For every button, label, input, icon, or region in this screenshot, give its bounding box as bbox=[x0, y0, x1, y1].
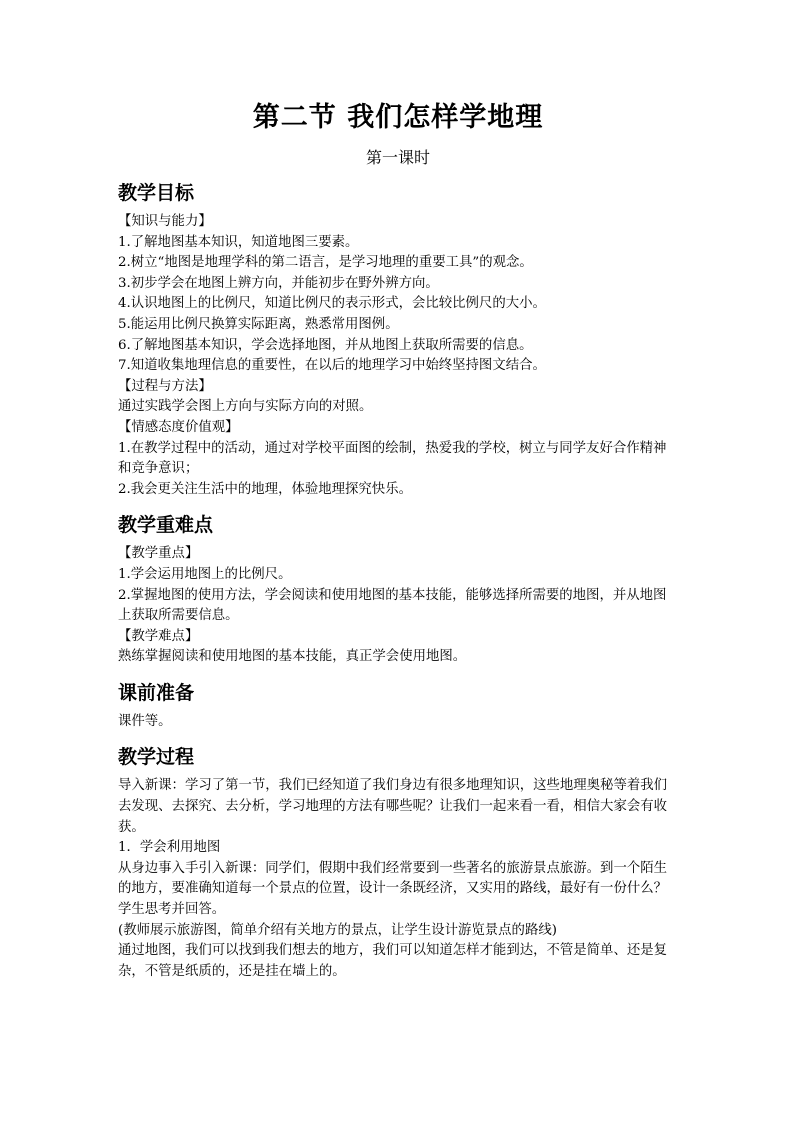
knowledge-item: 6.了解地图基本知识，学会选择地图，并从地图上获取所需要的信息。 bbox=[118, 337, 533, 353]
knowledge-item: 4.认识地图上的比例尺，知道比例尺的表示形式，会比较比例尺的大小。 bbox=[118, 296, 546, 312]
step1-answer: 学生思考并回答。 bbox=[118, 902, 226, 918]
knowledge-item: 7.知道收集地理信息的重要性，在以后的地理学习中始终坚持图文结合。 bbox=[118, 358, 546, 374]
process-label: 【过程与方法】 bbox=[118, 378, 212, 394]
preparation-heading: 课前准备 bbox=[118, 681, 195, 704]
document-page bbox=[118, 100, 678, 982]
knowledge-label: 【知识与能力】 bbox=[118, 214, 212, 229]
process-text: 通过实践学会图上方向与实际方向的对照。 bbox=[118, 399, 373, 415]
knowledge-item: 2.树立“地图是地理学科的第二语言，是学习地理的重要工具”的观念。 bbox=[118, 255, 533, 271]
emotion-item: 1.在教学过程中的活动，通过对学校平面图的绘制，热爱我的学校，树立与同学友好合作精神和竞争意识； bbox=[118, 440, 667, 477]
objectives-heading: 教学目标 bbox=[118, 182, 195, 204]
focus-item: 2.掌握地图的使用方法，学会阅读和使用地图的基本技能，能够选择所需要的地图，并从地图上获取所需要信息。 bbox=[118, 587, 667, 624]
emotion-item: 2.我会更关注生活中的地理，体验地理探究快乐。 bbox=[118, 481, 412, 497]
key-points-heading: 教学重难点 bbox=[118, 514, 214, 537]
emotion-label: 【情感态度价值观】 bbox=[118, 419, 239, 435]
process-heading: 教学过程 bbox=[118, 746, 195, 769]
step1-conclusion: 通过地图，我们可以找到我们想去的地方，我们可以知道怎样才能到达，不管是简单、还是复杂，不管是纸质的，还是挂在墙上的。 bbox=[118, 943, 668, 979]
knowledge-item: 3.初步学会在地图上辨方向，并能初步在野外辨方向。 bbox=[118, 275, 439, 291]
difficulty-text: 熟练掌握阅读和使用地图的基本技能，真正学会使用地图。 bbox=[118, 649, 467, 665]
focus-label: 【教学重点】 bbox=[118, 546, 199, 562]
document-title: 第二节 我们怎样学地理 bbox=[252, 102, 544, 133]
knowledge-item: 1.了解地图基本知识，知道地图三要素。 bbox=[118, 234, 359, 250]
process-intro: 导入新课：学习了第一节，我们已经知道了我们身边有很多地理知识，这些地理奥秘等着我们去发现、去探究、去分析，学习地理的方法有哪些呢？让我们一起来看一看，相信大家会有收获。 bbox=[118, 778, 668, 835]
difficulty-label: 【教学难点】 bbox=[118, 628, 199, 644]
step1-text: 从身边事入手引入新课：同学们，假期中我们经常要到一些著名的旅游景点旅游。到一个陌生的地方，要准确知道每一个景点的位置，设计一条既经济，又实用的路线，最好有一份什么？ bbox=[118, 860, 668, 897]
preparation-text: 课件等。 bbox=[118, 713, 172, 729]
step1-note: (教师展示旅游图，简单介绍有关地方的景点，让学生设计游览景点的路线) bbox=[118, 922, 557, 938]
knowledge-item: 5.能运用比例尺换算实际距离，熟悉常用图例。 bbox=[118, 316, 399, 332]
document-subtitle: 第一课时 bbox=[365, 148, 430, 167]
step1-title: 1．学会利用地图 bbox=[118, 840, 221, 856]
focus-item: 1.学会运用地图上的比例尺。 bbox=[118, 566, 292, 582]
